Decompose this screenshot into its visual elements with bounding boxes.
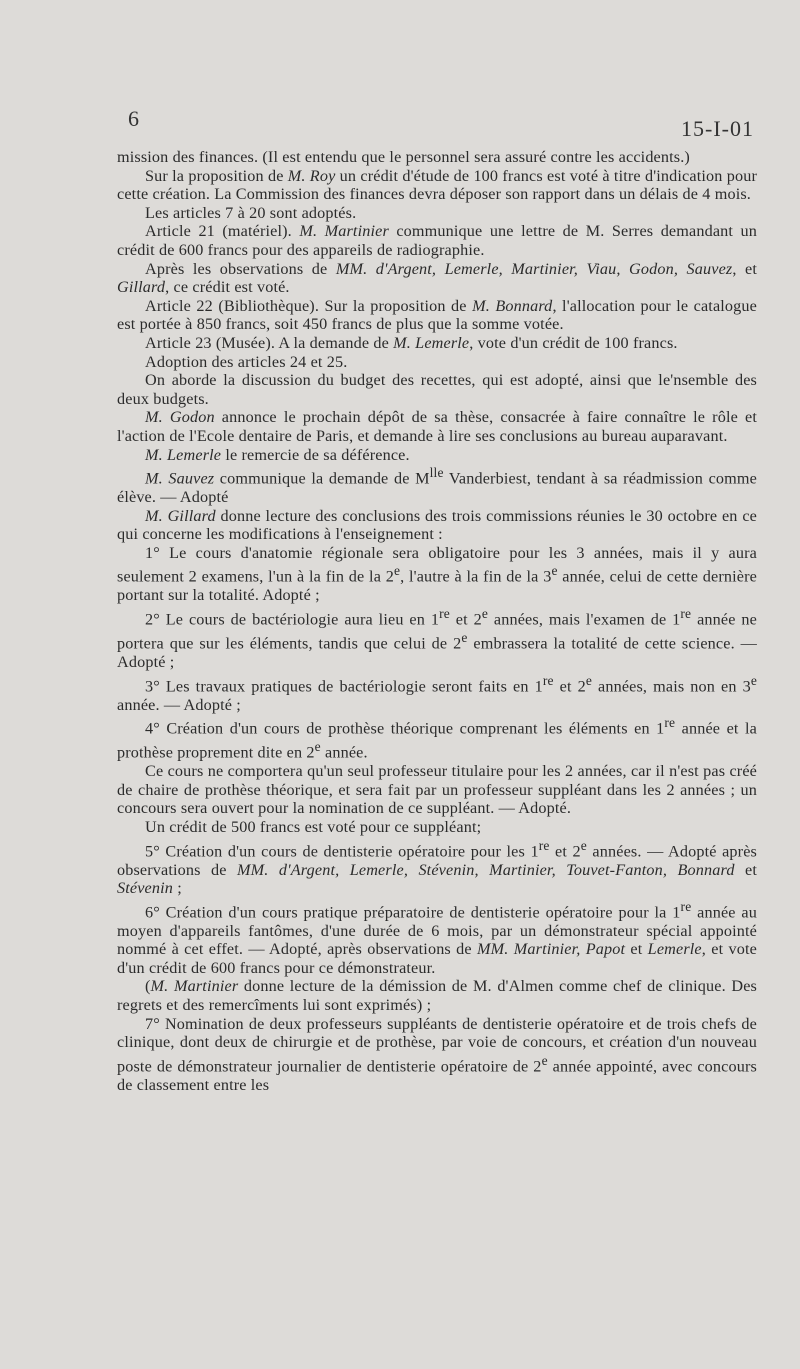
body-text (117, 148, 757, 1094)
paragraph: Adoption des articles 24 et 25. (145, 352, 348, 371)
paragraph: M. Sauvez communique la demande de $M^{lle}$ Vanderbiest, tendant à sa réadmission comme élève. — Adopté (117, 465, 757, 507)
paragraph: Sur la proposition de M. Roy un crédit d'étude de 100 francs est voté à titre d'indication pour cette création. La Commission des finances devra déposer son rapport dans un délais de 4 mois. (117, 166, 757, 204)
paragraph: mission des finances. (Il est entendu que le personnel sera assuré contre les accidents.) (117, 148, 690, 166)
paragraph: M. Gillard donne lecture des conclusions des trois commissions réunies le 30 octobre en ce qui concerne les modifications à l'enseignement : (117, 506, 757, 544)
page-number: 6 (128, 106, 139, 131)
paragraph: M. Lemerle le remercie de sa déférence. (145, 445, 410, 464)
page-date: 15-I-01 (681, 116, 754, 141)
paragraph: 3° Les travaux pratiques de bactériologie seront faits en 1re et 2e années, mais non en 3e année. — Adopté ; (117, 672, 757, 714)
paragraph: 1° Le cours d'anatomie régionale sera obligatoire pour les 3 années, mais il y aura seulement 2 examens, l'un à la fin de la 2e, l'autre à la fin de la 3e année, celui de cette dernière portant sur la totalité. Adopté ; (117, 543, 757, 605)
paragraph: Article 23 (Musée). A la demande de M. Lemerle, vote d'un crédit de 100 francs. (145, 333, 678, 352)
paragraph: 6° Création d'un cours pratique préparatoire de dentisterie opératoire pour la 1re année au moyen d'appareils fantômes, d'une durée de 6 mois, par un démonstrateur spécial appointé nommé à cet effet. — Adopté, après observations de MM. Martinier, Papot et Lemerle, et vote d'un crédit de 600 francs pour ce démonstrateur. (117, 898, 757, 977)
paragraph: 5° Création d'un cours de dentisterie opératoire pour les 1re et 2e années. — Adopté après observations de MM. d'Argent, Lemerle, Stévenin, Martinier, Touvet-Fanton, Bonnard et Stévenin ; (117, 837, 757, 898)
paragraph: Après les observations de MM. d'Argent, Lemerle, Martinier, Viau, Godon, Sauvez, et Gillard, ce crédit est voté. (117, 259, 757, 297)
paragraph: Article 21 (matériel). M. Martinier communique une lettre de M. Serres demandant un crédit de 600 francs pour des appareils de radiographie. (117, 222, 757, 259)
paragraph: On aborde la discussion du budget des recettes, qui est adopté, ainsi que le'nsemble des deux budgets. (117, 371, 757, 408)
paragraph: Article 22 (Bibliothèque). Sur la proposition de M. Bonnard, l'allocation pour le catalogue est portée à 850 francs, soit 450 francs de plus que la somme votée. (117, 296, 757, 334)
paragraph: 4° Création d'un cours de prothèse théorique comprenant les éléments en 1re année et la prothèse proprement dite en 2e année. (117, 715, 758, 762)
paragraph: 7° Nomination de deux professeurs suppléants de dentisterie opératoire et de trois chefs de clinique, dont deux de chirurgie et de prothèse, par voie de concours, et création d'un nouveau poste de démonstrateur journalier de dentisterie opératoire de 2e année appointé, avec concours de classement entre les (117, 1014, 757, 1094)
paragraph: Les articles 7 à 20 sont adoptés. (145, 203, 357, 222)
paragraph: M. Godon annonce le prochain dépôt de sa thèse, consacrée à faire connaître le rôle et l'action de l'Ecole dentaire de Paris, et demande à lire ses conclusions au bureau auparavant. (117, 408, 757, 445)
paragraph: (M. Martinier donne lecture de la démission de M. d'Almen comme chef de clinique. Des regrets et des remercîments lui sont exprimés) ; (117, 977, 758, 1015)
paragraph: Un crédit de 500 francs est voté pour ce suppléant; (145, 817, 482, 836)
paragraph: Ce cours ne comportera qu'un seul professeur titulaire pour les 2 années, car il n'est pas créé de chaire de prothèse théorique, et sera fait par un professeur suppléant dans les 2 années ; un concours sera ouvert pour la nomination de ce suppléant. — Adopté. (117, 762, 757, 818)
paragraph: 2° Le cours de bactériologie aura lieu en 1re et 2e années, mais l'examen de 1re année ne portera que sur les éléments, tandis que celui de 2e embrassera la totalité de cette science. — Adopté ; (117, 606, 757, 671)
